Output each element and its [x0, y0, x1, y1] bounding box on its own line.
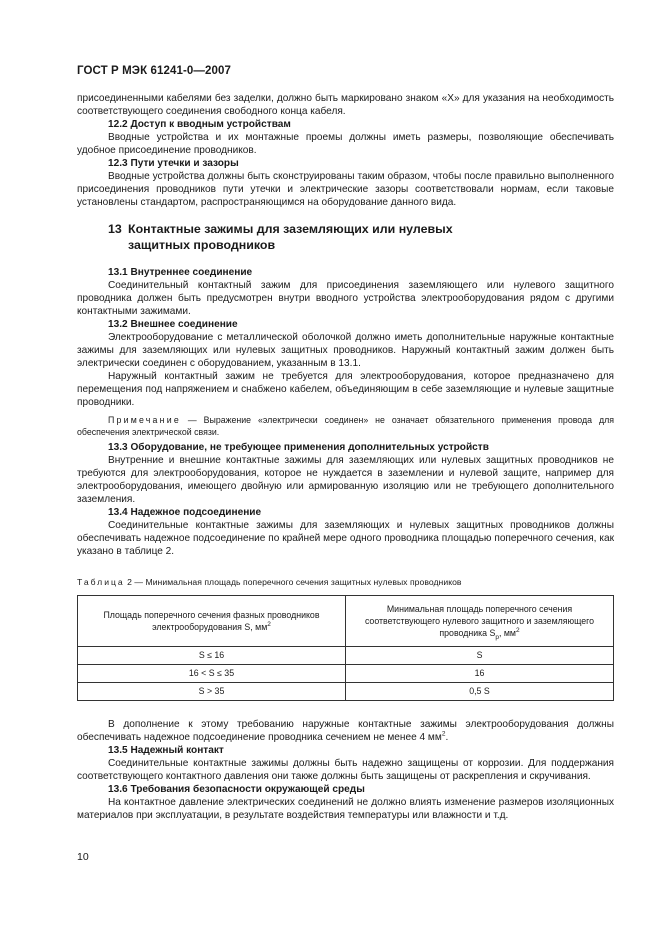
section-13-heading [108, 222, 614, 253]
section-13-4-text: Соединительные контактные зажимы для заземляющих и нулевых защитных проводников должны обеспечивать надежное подсоединение по крайней мере одного проводника площадью поперечного сечения, как указано в таблице 2. [77, 520, 614, 557]
section-13-2-text-1: Электрооборудование с металлической оболочкой должно иметь дополнительные наружные контактные зажимы для заземляющих или нулевых защитных проводников. Наружный контактный зажим должен быть электрически соединен с оборудованием, указанным в 13.1. [77, 332, 614, 369]
table-cell: S ≤ 16 [78, 647, 346, 665]
note-label: Примечание [108, 415, 181, 425]
superscript-2: 2 [267, 621, 271, 629]
table-cell: S [346, 647, 614, 665]
table-header-protective [346, 596, 614, 647]
table-header-protective-line2: соответствующего нулевого защитного и заземляющего [364, 616, 595, 626]
section-12-3-text: Вводные устройства должны быть сконструированы таким образом, чтобы после правильно выполненного присоединения проводников пути утечки и электрические зазоры соответствовали нормам, если таковые установлены стандартом, распространяющимся на оборудование данного вида. [77, 171, 614, 208]
after-table-body: В дополнение к этому требованию наружные контактные зажимы электрооборудования должны обеспечивать надежное подсоединение проводника сечением не менее 4 мм [77, 719, 614, 743]
superscript-2: 2 [515, 627, 520, 635]
section-13-6-title: 13.6 Требования безопасности окружающей среды [108, 784, 365, 795]
section-13-5-title: 13.5 Надежный контакт [108, 745, 224, 756]
table-header-row [78, 596, 614, 647]
table-cell: 16 [346, 665, 614, 683]
table-caption-text: 2 — Минимальная площадь поперечного сечения защитных нулевых проводников [124, 577, 462, 587]
table-header-phase-line2: электрооборудования S, мм [152, 622, 268, 632]
section-13-1-text: Соединительный контактный зажим для присоединения заземляющего или нулевого защитного проводника должен быть предусмотрен внутри вводного устройства электрооборудования рядом с другими контактными зажимами. [77, 280, 614, 317]
section-13-6-text: На контактное давление электрических соединений не должно влиять изменение размеров изоляционных материалов при эксплуатации, в результате воздействия температуры или влажности и т.д. [77, 797, 614, 821]
table-header-phase-line1: Площадь поперечного сечения фазных проводников [103, 610, 320, 620]
table-row [78, 665, 614, 683]
table-caption [77, 576, 614, 589]
section-12-2-title: 12.2 Доступ к вводным устройствам [108, 119, 291, 130]
table-header-phase [78, 596, 346, 647]
section-13-number: 13 [108, 222, 122, 236]
section-13-2-text-2: Наружный контактный зажим не требуется для электрооборудования, которое предназначено для перемещения под напряжением и снабжено кабелем, объединяющим в себе заземляющие и нулевые защитные проводники. [77, 371, 614, 408]
superscript-2: 2 [441, 730, 446, 738]
section-13-title-line1: Контактные зажимы для заземляющих или нулевых [128, 222, 453, 236]
table-header-protective-line1: Минимальная площадь поперечного сечения [386, 604, 573, 614]
continued-paragraph: присоединенными кабелями без заделки, должно быть маркировано знаком «X» для указания на необходимость соответствующего соединения свободного конца кабеля. [77, 93, 614, 117]
page-number: 10 [77, 851, 89, 863]
after-table-end: . [445, 732, 449, 743]
note-text: — Выражение «электрически соединен» не означает обязательного применения провода для обеспечения электрической связи. [77, 415, 614, 437]
table-row [78, 647, 614, 665]
section-13-3-title: 13.3 Оборудование, не требующее применения дополнительных устройств [108, 442, 489, 453]
section-12-2-text: Вводные устройства и их монтажные проемы должны иметь размеры, позволяющие обеспечивать удобное присоединение проводников. [77, 132, 614, 156]
page-content [77, 92, 614, 822]
document-header: ГОСТ Р МЭК 61241-0—2007 [77, 65, 231, 77]
section-13-title-line2: защитных проводников [128, 237, 276, 252]
table-cell: S > 35 [78, 683, 346, 701]
section-13-5-text: Соединительные контактные зажимы должны быть надежно защищены от коррозии. Для поддержания соответствующего контактного давления они также должны быть защищены от раскрепления и скручивания. [77, 758, 614, 782]
subscript-p: p [495, 633, 499, 641]
table-cell: 0,5 S [346, 683, 614, 701]
table-row [78, 683, 614, 701]
cross-section-table [77, 595, 614, 701]
section-13-1-title: 13.1 Внутреннее соединение [108, 267, 253, 278]
table-label: Таблица [77, 577, 125, 587]
table-cell: 16 < S ≤ 35 [78, 665, 346, 683]
note [77, 414, 614, 438]
after-table-text [77, 718, 614, 744]
section-13-2-title: 13.2 Внешнее соединение [108, 319, 238, 330]
table-header-protective-unit: , мм [499, 628, 516, 638]
table-header-protective-line3: проводника S [439, 628, 496, 638]
section-13-4-title: 13.4 Надежное подсоединение [108, 507, 262, 518]
section-13-3-text: Внутренние и внешние контактные зажимы для заземляющих или нулевых защитных проводников не требуются для электрооборудования, которое не нуждается в заземлении и нулевой защите, например для электрооборудования, имеющего двойную или армированную изоляцию или не требующего дополнительного заземления. [77, 455, 614, 505]
section-12-3-title: 12.3 Пути утечки и зазоры [108, 158, 239, 169]
